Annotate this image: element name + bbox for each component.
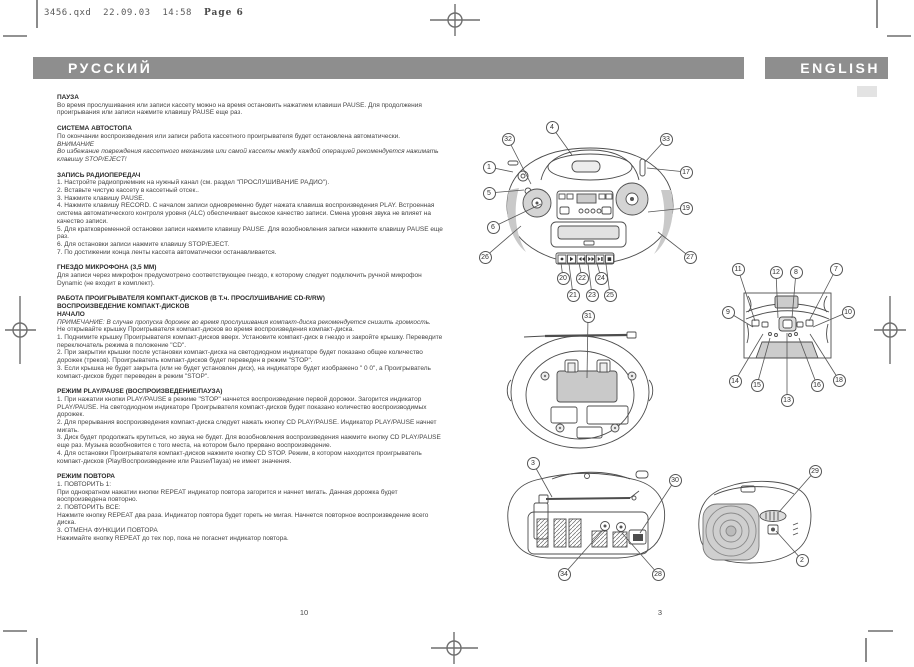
callout-17: 17 <box>680 166 693 179</box>
slug-page-label: Page 6 <box>203 8 244 18</box>
section-paragraph: Во избежание повреждения кассетного механизма или самой кассеты между каждой операцией рекомендуется нажимать клавишу STOP/EJECT! <box>57 148 439 163</box>
section-paragraph: 2. Вставьте чистую кассету в кассетный отсек.. <box>57 187 199 195</box>
callout-32: 32 <box>502 133 515 146</box>
section-paragraph: 3. ОТМЕНА ФУНКЦИИ ПОВТОРА <box>57 527 158 535</box>
back-view-illustration <box>508 471 665 558</box>
callout-28: 28 <box>652 568 665 581</box>
section-paragraph: 1. При нажатии кнопки PLAY/PAUSE в режиме "STOP" начнется воспроизведение первой дорожки. Загорится индикатор PLAY/PAUSE. На светодиодном индикаторе Проигрывателя компакт-дисков будет показано количество воспроизводимых дорожек. <box>57 395 427 419</box>
callout-13: 13 <box>781 394 794 407</box>
section-paragraph: Нажимайте кнопку REPEAT до тех пор, пока не погаснет индикатор повтора. <box>57 534 289 542</box>
callout-30: 30 <box>669 474 682 487</box>
callout-25: 25 <box>604 289 617 302</box>
english-header-label: ENGLISH <box>800 60 880 76</box>
section-paragraph: 3. Если крышка не будет закрыта (или не будет установлен диск), на индикаторе будет изображено " 0 0", а Проигрыватель компакт-дисков будет переведен в режим "STOP". <box>57 364 431 380</box>
section-paragraph: 3. Нажмите клавишу PAUSE. <box>57 194 145 202</box>
callout-26: 26 <box>479 251 492 264</box>
callout-3: 3 <box>527 457 540 470</box>
callout-4: 4 <box>546 121 559 134</box>
russian-header-label: РУССКИЙ <box>68 60 153 76</box>
callout-11: 11 <box>732 263 745 276</box>
callout-20: 20 <box>557 272 570 285</box>
bottom-view-illustration <box>507 332 653 448</box>
section-paragraph: 7. По достижении конца ленты кассета автоматически останавливается. <box>57 248 277 256</box>
callout-5: 5 <box>483 187 496 200</box>
section-paragraph: Для записи через микрофон предусмотрено соответствующее гнездо, к которому следует подключить ручной микрофон Dynamic (не входит в комплект). <box>57 272 422 287</box>
section-paragraph: По окончании воспроизведения или записи работа кассетного проигрывателя будет остановлена автоматически. <box>57 132 401 140</box>
section-heading: РЕЖИМ PLAY/PAUSE (ВОСПРОИЗВЕДЕНИЕ/ПАУЗА) <box>57 388 223 396</box>
section-heading: ВОСПРОИЗВЕДЕНИЕ КОМПАКТ-ДИСКОВ <box>57 303 190 311</box>
section-paragraph: 2. Для прерывания воспроизведения компакт-диска следует нажать кнопку CD PLAY/PAUSE. Индикатор PLAY/PAUSE начнет мигать. <box>57 419 437 434</box>
scan-artifact <box>857 86 877 97</box>
manual-section <box>57 125 446 164</box>
callout-18: 18 <box>833 374 846 387</box>
callout-10: 10 <box>842 306 855 319</box>
manual-section <box>57 388 446 465</box>
callout-22: 22 <box>576 272 589 285</box>
section-heading: ГНЕЗДО МИКРОФОНА (3,5 ММ) <box>57 264 157 272</box>
callout-8: 8 <box>790 266 803 279</box>
manual-section <box>57 94 446 117</box>
callout-21: 21 <box>567 289 580 302</box>
callout-2: 2 <box>796 554 809 567</box>
section-heading: ЗАПИСЬ РАДИОПЕРЕДАЧ <box>57 171 141 179</box>
header-bar-english <box>765 57 888 79</box>
section-paragraph: 4. Нажмите клавишу RECORD. С началом записи одновременно будет нажата клавиша воспроизведения PLAY. Встроенная система автоматического контроля уровня (ALC) обеспечивает высокое качество записи. Смена уровня звука не влияет на качество записи. <box>57 202 435 225</box>
section-paragraph: 1. Настройте радиоприемник на нужный канал (см. раздел "ПРОСЛУШИВАНИЕ РАДИО"). <box>57 179 330 187</box>
left-page-text-column <box>57 94 446 551</box>
section-heading: ПАУЗА <box>57 94 79 101</box>
front-view-illustration <box>507 148 673 264</box>
callout-27: 27 <box>684 251 697 264</box>
section-paragraph: 2. При закрытии крышки после установки компакт-диска на светодиодном индикаторе будет показано общее количество дорожек (треков). Проигрыватель компакт-дисков будет переведен в режим "STOP". <box>57 349 423 365</box>
section-paragraph: Во время прослушивания или записи кассету можно на время остановить нажатием клавиши PAUSE. Для продолжения проигрывания или записи нажмите клавишу PAUSE еще раз. <box>57 101 422 117</box>
manual-section <box>57 295 446 380</box>
callout-12: 12 <box>770 266 783 279</box>
callout-7: 7 <box>830 263 843 276</box>
callout-31: 31 <box>582 310 595 323</box>
section-paragraph: ПРИМЕЧАНИЕ: В случае пропуска дорожек во время прослушивания компакт-диска рекомендуется снизить громкость. <box>57 318 431 326</box>
section-paragraph: 2. ПОВТОРИТЬ ВСЕ: <box>57 504 121 512</box>
control-detail-illustration <box>744 293 831 358</box>
left-page-number: 10 <box>299 608 309 617</box>
section-heading: РАБОТА ПРОИГРЫВАТЕЛЯ КОМПАКТ-ДИСКОВ (В Т.ч. ПРОСЛУШИВАНИЕ CD-R/RW) <box>57 295 325 303</box>
manual-section <box>57 172 446 257</box>
section-paragraph: Не открывайте крышку Проигрывателя компакт-дисков во время воспроизведения компакт-диска. <box>57 326 355 334</box>
manual-section <box>57 264 446 287</box>
section-paragraph: 1. Поднимите крышку Проигрывателя компакт-дисков вверх. Установите компакт-диск в гнездо и закройте крышку. Переведите переключатель режима в положение "CD". <box>57 333 443 349</box>
header-bar-russian <box>33 57 744 79</box>
section-paragraph: 1. ПОВТОРИТЬ 1: <box>57 480 112 488</box>
section-paragraph: 4. Для остановки Проигрывателя компакт-дисков нажмите кнопку CD STOP. Режим, в котором находится проигрыватель компакт-дисков (Play/Воспроизведение или Pause/Пауза) не имеет значения. <box>57 449 422 465</box>
slug-text: 3456.qxd 22.09.03 14:58 <box>44 8 192 18</box>
section-paragraph: При однократном нажатии кнопки REPEAT индикатор повтора загорится и начнет мигать. Данная дорожка будет воспроизведена повторно. <box>57 488 398 504</box>
callout-9: 9 <box>722 306 735 319</box>
right-page-number: 3 <box>657 608 663 617</box>
callout-33: 33 <box>660 133 673 146</box>
callout-6: 6 <box>487 221 500 234</box>
section-paragraph: 5. Для кратковременной остановки записи нажмите клавишу PAUSE. Для возобновления записи нажмите клавишу PAUSE еще раз. <box>57 225 443 241</box>
section-heading: НАЧАЛО <box>57 310 85 318</box>
callout-1: 1 <box>483 161 496 174</box>
print-slug <box>44 8 244 18</box>
callout-34: 34 <box>558 568 571 581</box>
callout-15: 15 <box>751 379 764 392</box>
section-paragraph: 6. Для остановки записи нажмите клавишу STOP/EJECT. <box>57 240 230 248</box>
section-paragraph: 3. Диск будет продолжать крутиться, но звука не будет. Для возобновления воспроизведения нажмите кнопку CD PLAY/PAUSE еще раз. Музыка возобновится с того места, на котором было прервано воспроизведение. <box>57 434 441 450</box>
callout-19: 19 <box>680 202 693 215</box>
callout-29: 29 <box>809 465 822 478</box>
section-heading: РЕЖИМ ПОВТОРА <box>57 473 115 481</box>
section-heading: СИСТЕМА АВТОСТОПА <box>57 125 132 133</box>
section-paragraph: Нажмите кнопку REPEAT два раза. Индикатор повтора будет гореть не мигая. Начнется повторное воспроизведение всего диска. <box>57 511 429 527</box>
callout-16: 16 <box>811 379 824 392</box>
callout-14: 14 <box>729 375 742 388</box>
manual-section <box>57 473 446 542</box>
callout-23: 23 <box>586 289 599 302</box>
section-paragraph: ВНИМАНИЕ <box>57 140 95 148</box>
callout-24: 24 <box>595 272 608 285</box>
